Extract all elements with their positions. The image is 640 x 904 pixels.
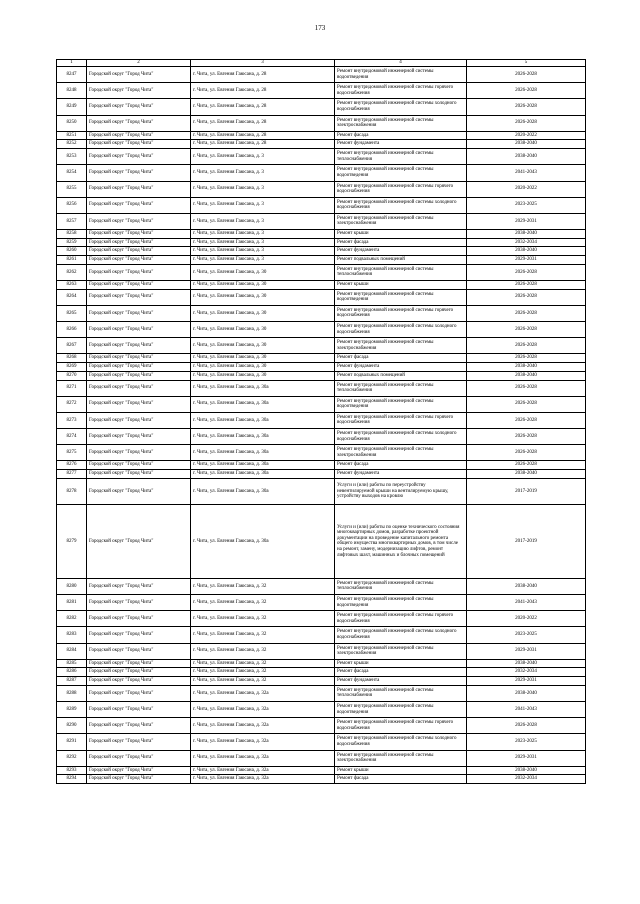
work-type-cell: Ремонт внутридомовой инженерной системы холодного водоснабжения: [335, 429, 467, 445]
row-number-cell: 8292: [57, 750, 87, 766]
work-type-cell: Ремонт фасада: [335, 461, 467, 470]
row-number-cell: 8269: [57, 363, 87, 372]
address-cell: г. Чита, ул. Евгения Гаюсана, д. 3: [191, 256, 335, 265]
municipality-cell: Городской округ "Город Чита": [87, 289, 191, 305]
work-type-cell: Ремонт внутридомовой инженерной системы водоотведения: [335, 396, 467, 412]
period-cell: 2020-2022: [467, 181, 586, 197]
period-cell: 2023-2025: [467, 734, 586, 750]
table-row: [57, 140, 586, 149]
work-type-cell: Ремонт внутридомовой инженерной системы теплоснабжения: [335, 264, 467, 280]
row-number-cell: 8259: [57, 238, 87, 247]
work-type-cell: Ремонт крыши: [335, 659, 467, 668]
period-cell: 2026-2028: [467, 99, 586, 115]
row-number-cell: 8286: [57, 668, 87, 677]
table-row: [57, 256, 586, 265]
address-cell: г. Чита, ул. Евгения Гаюсана, д. 28: [191, 67, 335, 83]
work-type-cell: Ремонт внутридомовой инженерной системы теплоснабжения: [335, 685, 467, 701]
period-cell: 2026-2028: [467, 264, 586, 280]
municipality-cell: Городской округ "Город Чита": [87, 99, 191, 115]
municipality-cell: Городской округ "Город Чита": [87, 766, 191, 775]
municipality-cell: Городской округ "Город Чита": [87, 149, 191, 165]
period-cell: 2038-2040: [467, 230, 586, 239]
period-cell: 2026-2028: [467, 83, 586, 99]
table-row: [57, 380, 586, 396]
period-cell: 2038-2040: [467, 371, 586, 380]
row-number-cell: 8287: [57, 677, 87, 686]
address-cell: г. Чита, ул. Евгения Гаюсана, д. 30: [191, 305, 335, 321]
work-type-cell: Ремонт фундамента: [335, 470, 467, 479]
address-cell: г. Чита, ул. Евгения Гаюсана, д. 32: [191, 611, 335, 627]
municipality-cell: Городской округ "Город Чита": [87, 322, 191, 338]
table-row: [57, 429, 586, 445]
row-number-cell: 8263: [57, 281, 87, 290]
period-cell: 2029-2031: [467, 677, 586, 686]
work-type-cell: Ремонт внутридомовой инженерной системы холодного водоснабжения: [335, 99, 467, 115]
work-type-cell: Ремонт крыши: [335, 766, 467, 775]
table-body: [57, 60, 586, 784]
work-type-cell: Ремонт внутридомовой инженерной системы электроснабжения: [335, 213, 467, 229]
row-number-cell: 8272: [57, 396, 87, 412]
municipality-cell: Городской округ "Город Чита": [87, 478, 191, 504]
address-cell: г. Чита, ул. Евгения Гаюсана, д. 28: [191, 140, 335, 149]
address-cell: г. Чита, ул. Евгения Гаюсана, д. 30: [191, 371, 335, 380]
table-row: [57, 289, 586, 305]
municipality-cell: Городской округ "Город Чита": [87, 230, 191, 239]
work-type-cell: Ремонт внутридомовой инженерной системы водоотведения: [335, 165, 467, 181]
row-number-cell: 8264: [57, 289, 87, 305]
work-type-cell: Ремонт внутридомовой инженерной системы электроснабжения: [335, 338, 467, 354]
period-cell: 2026-2028: [467, 354, 586, 363]
municipality-cell: Городской округ "Город Чита": [87, 627, 191, 643]
table-row: [57, 677, 586, 686]
row-number-cell: 8284: [57, 643, 87, 659]
period-cell: 2026-2028: [467, 67, 586, 83]
municipality-cell: Городской округ "Город Чита": [87, 238, 191, 247]
capital-repair-table: [56, 59, 586, 784]
table-row: [57, 775, 586, 784]
address-cell: г. Чита, ул. Евгения Гаюсана, д. 30а: [191, 461, 335, 470]
row-number-cell: 8276: [57, 461, 87, 470]
table-row: [57, 685, 586, 701]
table-row: [57, 354, 586, 363]
address-cell: г. Чита, ул. Евгения Гаюсана, д. 32а: [191, 750, 335, 766]
municipality-cell: Городской округ "Город Чита": [87, 140, 191, 149]
work-type-cell: Ремонт крыши: [335, 230, 467, 239]
municipality-cell: Городской округ "Город Чита": [87, 685, 191, 701]
row-number-cell: 8285: [57, 659, 87, 668]
row-number-cell: 8294: [57, 775, 87, 784]
row-number-cell: 8260: [57, 247, 87, 256]
period-cell: 2026-2028: [467, 338, 586, 354]
municipality-cell: Городской округ "Город Чита": [87, 396, 191, 412]
period-cell: 2038-2040: [467, 470, 586, 479]
address-cell: г. Чита, ул. Евгения Гаюсана, д. 32: [191, 668, 335, 677]
address-cell: г. Чита, ул. Евгения Гаюсана, д. 3: [191, 247, 335, 256]
table-row: [57, 197, 586, 213]
municipality-cell: Городской округ "Город Чита": [87, 659, 191, 668]
address-cell: г. Чита, ул. Евгения Гаюсана, д. 32а: [191, 775, 335, 784]
table-row: [57, 322, 586, 338]
table-row: [57, 371, 586, 380]
address-cell: г. Чита, ул. Евгения Гаюсана, д. 30: [191, 289, 335, 305]
municipality-cell: Городской округ "Город Чита": [87, 668, 191, 677]
row-number-cell: 8293: [57, 766, 87, 775]
table-row: [57, 702, 586, 718]
work-type-cell: Ремонт внутридомовой инженерной системы электроснабжения: [335, 750, 467, 766]
table-row: [57, 461, 586, 470]
work-type-cell: Услуги и (или) работы по оценке технического состояния многоквартирных домов, разработке проектной документации на проведение капитального ремонта общего имущества многоквартирных домов, в том числе на ремонт, замену, модернизацию лифтов, ремонт лифтовых шахт, машинных и блочных помещений: [335, 504, 467, 578]
work-type-cell: Ремонт фасада: [335, 354, 467, 363]
table-row: [57, 766, 586, 775]
work-type-cell: Ремонт фундамента: [335, 677, 467, 686]
address-cell: г. Чита, ул. Евгения Гаюсана, д. 32а: [191, 766, 335, 775]
address-cell: г. Чита, ул. Евгения Гаюсана, д. 32: [191, 578, 335, 594]
work-type-cell: Ремонт внутридомовой инженерной системы горячего водоснабжения: [335, 181, 467, 197]
table-row: [57, 659, 586, 668]
address-cell: г. Чита, ул. Евгения Гаюсана, д. 3: [191, 181, 335, 197]
column-header-5: 5: [467, 60, 586, 67]
row-number-cell: 8251: [57, 131, 87, 140]
column-header-1: 1: [57, 60, 87, 67]
table-row: [57, 643, 586, 659]
municipality-cell: Городской округ "Город Чита": [87, 470, 191, 479]
municipality-cell: Городской округ "Город Чита": [87, 677, 191, 686]
period-cell: 2038-2040: [467, 140, 586, 149]
row-number-cell: 8291: [57, 734, 87, 750]
municipality-cell: Городской округ "Город Чита": [87, 83, 191, 99]
period-cell: 2026-2028: [467, 396, 586, 412]
work-type-cell: Ремонт внутридомовой инженерной системы горячего водоснабжения: [335, 412, 467, 428]
row-number-cell: 8282: [57, 611, 87, 627]
address-cell: г. Чита, ул. Евгения Гаюсана, д. 30а: [191, 429, 335, 445]
municipality-cell: Городской округ "Город Чита": [87, 461, 191, 470]
row-number-cell: 8267: [57, 338, 87, 354]
period-cell: 2026-2028: [467, 380, 586, 396]
address-cell: г. Чита, ул. Евгения Гаюсана, д. 30: [191, 264, 335, 280]
row-number-cell: 8249: [57, 99, 87, 115]
address-cell: г. Чита, ул. Евгения Гаюсана, д. 3: [191, 213, 335, 229]
address-cell: г. Чита, ул. Евгения Гаюсана, д. 3: [191, 197, 335, 213]
row-number-cell: 8248: [57, 83, 87, 99]
work-type-cell: Ремонт внутридомовой инженерной системы электроснабжения: [335, 643, 467, 659]
address-cell: г. Чита, ул. Евгения Гаюсана, д. 30: [191, 322, 335, 338]
municipality-cell: Городской округ "Город Чита": [87, 611, 191, 627]
municipality-cell: Городской округ "Город Чита": [87, 702, 191, 718]
work-type-cell: Ремонт фундамента: [335, 247, 467, 256]
work-type-cell: Ремонт фундамента: [335, 140, 467, 149]
row-number-cell: 8283: [57, 627, 87, 643]
work-type-cell: Ремонт внутридомовой инженерной системы холодного водоснабжения: [335, 322, 467, 338]
table-row: [57, 611, 586, 627]
address-cell: г. Чита, ул. Евгения Гаюсана, д. 30а: [191, 396, 335, 412]
address-cell: г. Чита, ул. Евгения Гаюсана, д. 32: [191, 627, 335, 643]
row-number-cell: 8290: [57, 718, 87, 734]
table-row: [57, 181, 586, 197]
period-cell: 2041-2043: [467, 165, 586, 181]
row-number-cell: 8254: [57, 165, 87, 181]
row-number-cell: 8289: [57, 702, 87, 718]
table-row: [57, 668, 586, 677]
municipality-cell: Городской округ "Город Чита": [87, 412, 191, 428]
period-cell: 2026-2028: [467, 115, 586, 131]
address-cell: г. Чита, ул. Евгения Гаюсана, д. 32а: [191, 685, 335, 701]
municipality-cell: Городской округ "Город Чита": [87, 429, 191, 445]
period-cell: 2026-2028: [467, 718, 586, 734]
address-cell: г. Чита, ул. Евгения Гаюсана, д. 28: [191, 115, 335, 131]
address-cell: г. Чита, ул. Евгения Гаюсана, д. 3: [191, 238, 335, 247]
address-cell: г. Чита, ул. Евгения Гаюсана, д. 30а: [191, 380, 335, 396]
municipality-cell: Городской округ "Город Чита": [87, 371, 191, 380]
address-cell: г. Чита, ул. Евгения Гаюсана, д. 32а: [191, 718, 335, 734]
table-header-row: [57, 60, 586, 67]
column-header-4: 4: [335, 60, 467, 67]
period-cell: 2026-2028: [467, 429, 586, 445]
table-row: [57, 305, 586, 321]
address-cell: г. Чита, ул. Евгения Гаюсана, д. 30: [191, 363, 335, 372]
municipality-cell: Городской округ "Город Чита": [87, 643, 191, 659]
work-type-cell: Ремонт внутридомовой инженерной системы горячего водоснабжения: [335, 83, 467, 99]
table-row: [57, 504, 586, 578]
work-type-cell: Ремонт внутридомовой инженерной системы теплоснабжения: [335, 380, 467, 396]
row-number-cell: 8256: [57, 197, 87, 213]
work-type-cell: Ремонт фасада: [335, 775, 467, 784]
work-type-cell: Ремонт подвальных помещений: [335, 371, 467, 380]
work-type-cell: Ремонт внутридомовой инженерной системы теплоснабжения: [335, 578, 467, 594]
work-type-cell: Ремонт внутридомовой инженерной системы электроснабжения: [335, 445, 467, 461]
page-number: 173: [314, 24, 326, 32]
address-cell: г. Чита, ул. Евгения Гаюсана, д. 32: [191, 677, 335, 686]
municipality-cell: Городской округ "Город Чита": [87, 305, 191, 321]
municipality-cell: Городской округ "Город Чита": [87, 734, 191, 750]
address-cell: г. Чита, ул. Евгения Гаюсана, д. 32а: [191, 702, 335, 718]
table-row: [57, 578, 586, 594]
work-type-cell: Ремонт внутридомовой инженерной системы водоотведения: [335, 702, 467, 718]
table-row: [57, 718, 586, 734]
row-number-cell: 8268: [57, 354, 87, 363]
municipality-cell: Городской округ "Город Чита": [87, 256, 191, 265]
period-cell: 2026-2028: [467, 445, 586, 461]
row-number-cell: 8281: [57, 595, 87, 611]
period-cell: 2026-2028: [467, 322, 586, 338]
address-cell: г. Чита, ул. Евгения Гаюсана, д. 28: [191, 99, 335, 115]
table-row: [57, 478, 586, 504]
address-cell: г. Чита, ул. Евгения Гаюсана, д. 30а: [191, 478, 335, 504]
row-number-cell: 8252: [57, 140, 87, 149]
address-cell: г. Чита, ул. Евгения Гаюсана, д. 30: [191, 354, 335, 363]
address-cell: г. Чита, ул. Евгения Гаюсана, д. 30а: [191, 412, 335, 428]
work-type-cell: Ремонт внутридомовой инженерной системы горячего водоснабжения: [335, 305, 467, 321]
table-row: [57, 734, 586, 750]
table-row: [57, 264, 586, 280]
row-number-cell: 8288: [57, 685, 87, 701]
municipality-cell: Городской округ "Город Чита": [87, 380, 191, 396]
table-row: [57, 165, 586, 181]
period-cell: 2020-2022: [467, 131, 586, 140]
period-cell: 2038-2040: [467, 766, 586, 775]
municipality-cell: Городской округ "Город Чита": [87, 750, 191, 766]
municipality-cell: Городской округ "Город Чита": [87, 595, 191, 611]
municipality-cell: Городской округ "Город Чита": [87, 115, 191, 131]
period-cell: 2029-2031: [467, 643, 586, 659]
municipality-cell: Городской округ "Город Чита": [87, 264, 191, 280]
municipality-cell: Городской округ "Город Чита": [87, 281, 191, 290]
municipality-cell: Городской округ "Город Чита": [87, 181, 191, 197]
table-row: [57, 627, 586, 643]
row-number-cell: 8280: [57, 578, 87, 594]
municipality-cell: Городской округ "Город Чита": [87, 363, 191, 372]
address-cell: г. Чита, ул. Евгения Гаюсана, д. 30а: [191, 504, 335, 578]
address-cell: г. Чита, ул. Евгения Гаюсана, д. 30: [191, 281, 335, 290]
period-cell: 2032-2034: [467, 775, 586, 784]
address-cell: г. Чита, ул. Евгения Гаюсана, д. 30а: [191, 470, 335, 479]
table-row: [57, 750, 586, 766]
work-type-cell: Услуги и (или) работы по переустройству невентилируемой крыши на вентилируемую крышу, устройству выходов на кровлю: [335, 478, 467, 504]
table-row: [57, 67, 586, 83]
work-type-cell: Ремонт внутридомовой инженерной системы холодного водоснабжения: [335, 734, 467, 750]
work-type-cell: Ремонт внутридомовой инженерной системы водоотведения: [335, 289, 467, 305]
period-cell: 2038-2040: [467, 685, 586, 701]
row-number-cell: 8258: [57, 230, 87, 239]
table-row: [57, 281, 586, 290]
period-cell: 2023-2025: [467, 197, 586, 213]
table-row: [57, 83, 586, 99]
address-cell: г. Чита, ул. Евгения Гаюсана, д. 32: [191, 595, 335, 611]
work-type-cell: Ремонт внутридомовой инженерной системы теплоснабжения: [335, 149, 467, 165]
period-cell: 2038-2040: [467, 659, 586, 668]
row-number-cell: 8257: [57, 213, 87, 229]
municipality-cell: Городской округ "Город Чита": [87, 578, 191, 594]
work-type-cell: Ремонт внутридомовой инженерной системы водоотведения: [335, 67, 467, 83]
work-type-cell: Ремонт фасада: [335, 238, 467, 247]
work-type-cell: Ремонт внутридомовой инженерной системы горячего водоснабжения: [335, 611, 467, 627]
period-cell: 2029-2031: [467, 213, 586, 229]
work-type-cell: Ремонт внутридомовой инженерной системы холодного водоснабжения: [335, 197, 467, 213]
row-number-cell: 8262: [57, 264, 87, 280]
period-cell: 2023-2025: [467, 627, 586, 643]
work-type-cell: Ремонт крыши: [335, 281, 467, 290]
row-number-cell: 8266: [57, 322, 87, 338]
work-type-cell: Ремонт внутридомовой инженерной системы холодного водоснабжения: [335, 627, 467, 643]
municipality-cell: Городской округ "Город Чита": [87, 197, 191, 213]
period-cell: 2026-2028: [467, 412, 586, 428]
period-cell: 2026-2028: [467, 289, 586, 305]
table-row: [57, 445, 586, 461]
address-cell: г. Чита, ул. Евгения Гаюсана, д. 30а: [191, 445, 335, 461]
table-row: [57, 213, 586, 229]
municipality-cell: Городской округ "Город Чита": [87, 247, 191, 256]
row-number-cell: 8270: [57, 371, 87, 380]
row-number-cell: 8247: [57, 67, 87, 83]
row-number-cell: 8271: [57, 380, 87, 396]
table-row: [57, 412, 586, 428]
table-row: [57, 115, 586, 131]
municipality-cell: Городской округ "Город Чита": [87, 504, 191, 578]
table-row: [57, 247, 586, 256]
period-cell: 2038-2040: [467, 247, 586, 256]
municipality-cell: Городской округ "Город Чита": [87, 165, 191, 181]
table-row: [57, 363, 586, 372]
period-cell: 2020-2022: [467, 611, 586, 627]
address-cell: г. Чита, ул. Евгения Гаюсана, д. 28: [191, 131, 335, 140]
municipality-cell: Городской округ "Город Чита": [87, 213, 191, 229]
table-row: [57, 470, 586, 479]
period-cell: 2032-2034: [467, 668, 586, 677]
table-row: [57, 131, 586, 140]
period-cell: 2041-2043: [467, 595, 586, 611]
municipality-cell: Городской округ "Город Чита": [87, 338, 191, 354]
municipality-cell: Городской округ "Город Чита": [87, 354, 191, 363]
table-row: [57, 99, 586, 115]
table-row: [57, 230, 586, 239]
period-cell: 2026-2028: [467, 305, 586, 321]
period-cell: 2017-2019: [467, 478, 586, 504]
period-cell: 2026-2028: [467, 461, 586, 470]
work-type-cell: Ремонт фасада: [335, 668, 467, 677]
period-cell: 2032-2034: [467, 238, 586, 247]
work-type-cell: Ремонт внутридомовой инженерной системы водоотведения: [335, 595, 467, 611]
address-cell: г. Чита, ул. Евгения Гаюсана, д. 32: [191, 643, 335, 659]
table-row: [57, 338, 586, 354]
work-type-cell: Ремонт внутридомовой инженерной системы электроснабжения: [335, 115, 467, 131]
row-number-cell: 8261: [57, 256, 87, 265]
municipality-cell: Городской округ "Город Чита": [87, 445, 191, 461]
period-cell: 2038-2040: [467, 363, 586, 372]
work-type-cell: Ремонт подвальных помещений: [335, 256, 467, 265]
table-row: [57, 149, 586, 165]
row-number-cell: 8274: [57, 429, 87, 445]
period-cell: 2029-2031: [467, 750, 586, 766]
column-header-3: 3: [191, 60, 335, 67]
period-cell: 2038-2040: [467, 149, 586, 165]
period-cell: 2029-2031: [467, 256, 586, 265]
address-cell: г. Чита, ул. Евгения Гаюсана, д. 32: [191, 659, 335, 668]
row-number-cell: 8277: [57, 470, 87, 479]
address-cell: г. Чита, ул. Евгения Гаюсана, д. 3: [191, 165, 335, 181]
work-type-cell: Ремонт внутридомовой инженерной системы горячего водоснабжения: [335, 718, 467, 734]
address-cell: г. Чита, ул. Евгения Гаюсана, д. 32а: [191, 734, 335, 750]
period-cell: 2038-2040: [467, 578, 586, 594]
period-cell: 2026-2028: [467, 281, 586, 290]
row-number-cell: 8278: [57, 478, 87, 504]
table-row: [57, 238, 586, 247]
address-cell: г. Чита, ул. Евгения Гаюсана, д. 3: [191, 230, 335, 239]
row-number-cell: 8279: [57, 504, 87, 578]
row-number-cell: 8265: [57, 305, 87, 321]
row-number-cell: 8255: [57, 181, 87, 197]
row-number-cell: 8275: [57, 445, 87, 461]
period-cell: 2041-2043: [467, 702, 586, 718]
table-row: [57, 396, 586, 412]
work-type-cell: Ремонт фасада: [335, 131, 467, 140]
column-header-2: 2: [87, 60, 191, 67]
period-cell: 2017-2019: [467, 504, 586, 578]
row-number-cell: 8273: [57, 412, 87, 428]
municipality-cell: Городской округ "Город Чита": [87, 718, 191, 734]
municipality-cell: Городской округ "Город Чита": [87, 67, 191, 83]
municipality-cell: Городской округ "Город Чита": [87, 131, 191, 140]
table-row: [57, 595, 586, 611]
address-cell: г. Чита, ул. Евгения Гаюсана, д. 30: [191, 338, 335, 354]
municipality-cell: Городской округ "Город Чита": [87, 775, 191, 784]
address-cell: г. Чита, ул. Евгения Гаюсана, д. 28: [191, 83, 335, 99]
address-cell: г. Чита, ул. Евгения Гаюсана, д. 3: [191, 149, 335, 165]
work-type-cell: Ремонт фундамента: [335, 363, 467, 372]
row-number-cell: 8253: [57, 149, 87, 165]
row-number-cell: 8250: [57, 115, 87, 131]
